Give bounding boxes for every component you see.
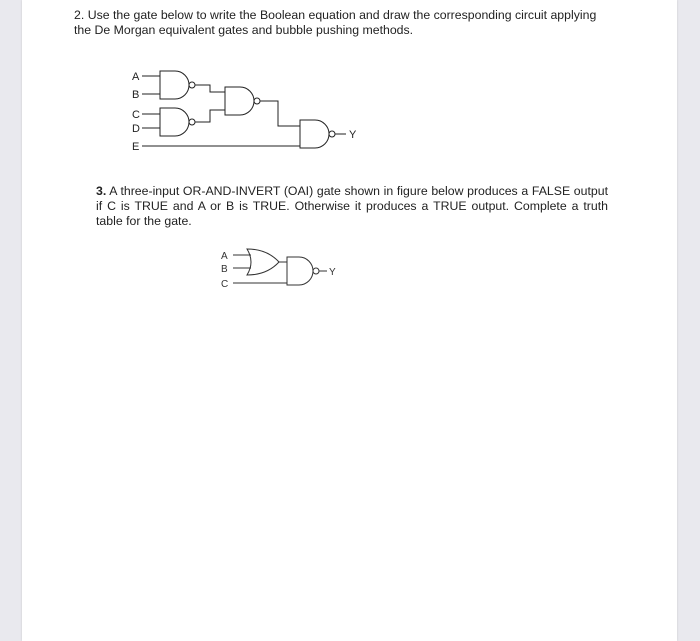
oai-gate-diagram: [215, 245, 365, 297]
nand-gate-4: [300, 120, 329, 148]
question-2: [74, 8, 614, 38]
inverter-bubble-3: [254, 98, 260, 104]
output-label-y: Y: [329, 267, 336, 278]
input-label-a: A: [132, 71, 140, 83]
nand-circuit-diagram: [120, 64, 390, 164]
input-label-b: B: [132, 89, 140, 101]
input-label-a: A: [221, 251, 228, 262]
input-label-c: C: [132, 109, 140, 121]
nand-gate-3: [225, 87, 254, 115]
input-label-d: D: [132, 123, 140, 135]
inverter-bubble-4: [329, 131, 335, 137]
input-label-c: C: [221, 279, 229, 290]
inverter-bubble-2: [189, 119, 195, 125]
question-3-text: A three-input OR-AND-INVERT (OAI) gate shown in figure below produces a FALSE output if C is TRUE and A or B is TRUE. Otherwise it produces a TRUE output. Complete a truth table for the gate.: [96, 184, 608, 228]
input-label-b: B: [221, 264, 228, 275]
inverter-bubble-1: [189, 82, 195, 88]
question-3: [96, 184, 608, 229]
input-label-e: E: [132, 141, 140, 153]
question-3-number: 3.: [96, 184, 107, 198]
or-gate: [247, 249, 279, 275]
nand-gate: [287, 257, 313, 285]
nand-gate-1: [160, 71, 189, 99]
inverter-bubble: [313, 268, 319, 274]
question-2-number: 2.: [74, 8, 85, 22]
output-label-y: Y: [349, 129, 357, 141]
question-2-text: Use the gate below to write the Boolean equation and draw the corresponding circuit applying the De Morgan equivalent gates and bubble pushing methods.: [74, 8, 597, 37]
nand-gate-2: [160, 108, 189, 136]
